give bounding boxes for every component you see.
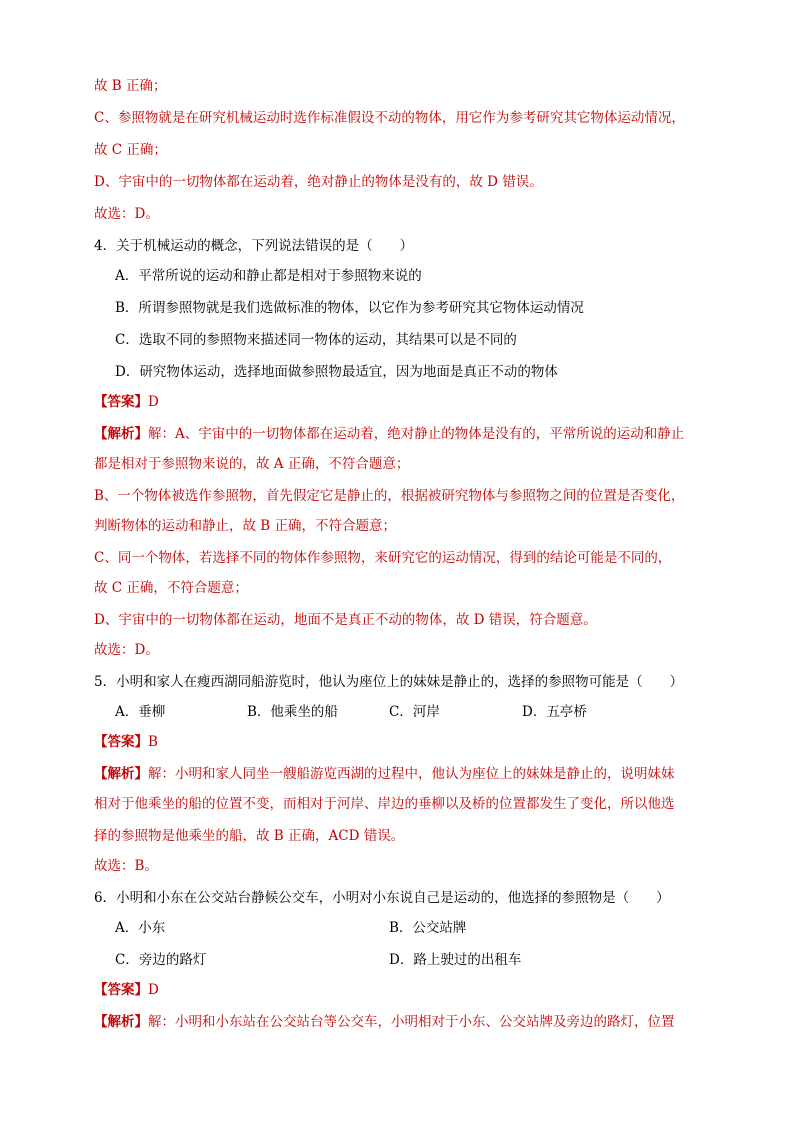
answer-value: D — [148, 394, 159, 410]
prev-analysis-c-line2: 故 C 正确； — [94, 142, 167, 158]
answer-tag: 【答案】 — [94, 982, 148, 998]
q4-choose: 故选：D。 — [94, 642, 159, 658]
q4-option-d: D．研究物体运动，选择地面做参照物最适宜，因为地面是真正不动的物体 — [115, 364, 558, 380]
q4-option-a: A．平常所说的运动和静止都是相对于参照物来说的 — [115, 268, 422, 284]
q6-analysis-line1 — [94, 1012, 675, 1032]
analysis-tag: 【解析】 — [94, 766, 148, 782]
q5-option-c: C．河岸 — [389, 704, 440, 720]
q5-analysis-line2: 相对于他乘坐的船的位置不变，而相对于河岸、岸边的垂柳以及桥的位置都发生了变化，所以他选 — [94, 796, 675, 812]
q4-analysis-line1 — [94, 424, 684, 444]
prev-analysis-b-line: 故 B 正确； — [94, 78, 167, 94]
analysis-tag: 【解析】 — [94, 1014, 148, 1030]
analysis-tag: 【解析】 — [94, 426, 148, 442]
q5-stem: 5．小明和家人在瘦西湖同船游览时，他认为座位上的妹妹是静止的，选择的参照物可能是（ ） — [94, 674, 684, 690]
analysis-text: 解：小明和小东站在公交站台等公交车，小明相对于小东、公交站牌及旁边的路灯，位置 — [148, 1014, 675, 1030]
q5-option-d: D．五亭桥 — [522, 704, 587, 720]
q5-choose: 故选：B。 — [94, 858, 158, 874]
answer-tag: 【答案】 — [94, 394, 148, 410]
q5-option-a: A．垂柳 — [115, 704, 166, 720]
q4-analysis-line3: B、一个物体被选作参照物，首先假定它是静止的，根据被研究物体与参照物之间的位置是否变化， — [94, 488, 685, 504]
q4-analysis-line5: C、同一个物体，若选择不同的物体作参照物，来研究它的运动情况，得到的结论可能是不同的， — [94, 550, 672, 566]
answer-value: D — [148, 982, 159, 998]
analysis-text: 解：小明和家人同坐一艘船游览西湖的过程中，他认为座位上的妹妹是静止的，说明妹妹 — [148, 766, 675, 782]
prev-analysis-d-line: D、宇宙中的一切物体都在运动着，绝对静止的物体是没有的，故 D 错误。 — [94, 174, 543, 190]
q4-analysis-line4: 判断物体的运动和静止，故 B 正确，不符合题意； — [94, 518, 397, 534]
q4-option-b: B．所谓参照物就是我们选做标准的物体，以它作为参考研究其它物体运动情况 — [115, 300, 584, 316]
prev-analysis-c-line1: C、参照物就是在研究机械运动时选作标准假设不动的物体，用它作为参考研究其它物体运动情况， — [94, 110, 685, 126]
q5-analysis-line3: 择的参照物是他乘坐的船，故 B 正确，ACD 错误。 — [94, 828, 405, 844]
q6-option-a: A．小东 — [115, 920, 166, 936]
q6-option-d: D．路上驶过的出租车 — [389, 952, 522, 968]
analysis-text: 解：A、宇宙中的一切物体都在运动着，绝对静止的物体是没有的，平常所说的运动和静止 — [148, 426, 685, 442]
q4-answer — [94, 392, 159, 412]
q6-option-c: C．旁边的路灯 — [115, 952, 207, 968]
q6-answer — [94, 980, 159, 1000]
q5-answer — [94, 732, 158, 752]
q4-analysis-line2: 都是相对于参照物来说的，故 A 正确，不符合题意； — [94, 456, 410, 472]
prev-choose: 故选：D。 — [94, 206, 159, 222]
q4-analysis-line6: 故 C 正确，不符合题意； — [94, 580, 248, 596]
q5-analysis-line1 — [94, 764, 675, 784]
q6-option-b: B．公交站牌 — [389, 920, 467, 936]
q4-option-c: C．选取不同的参照物来描述同一物体的运动，其结果可以是不同的 — [115, 332, 517, 348]
answer-value: B — [148, 734, 158, 750]
q5-option-b: B．他乘坐的船 — [247, 704, 338, 720]
q4-stem: 4．关于机械运动的概念，下列说法错误的是（ ） — [94, 238, 414, 254]
answer-tag: 【答案】 — [94, 734, 148, 750]
q6-stem: 6．小明和小东在公交站台静候公交车，小明对小东说自己是运动的，他选择的参照物是（ ） — [94, 890, 670, 906]
q4-analysis-line7: D、宇宙中的一切物体都在运动，地面不是真正不动的物体，故 D 错误，符合题意。 — [94, 612, 597, 628]
